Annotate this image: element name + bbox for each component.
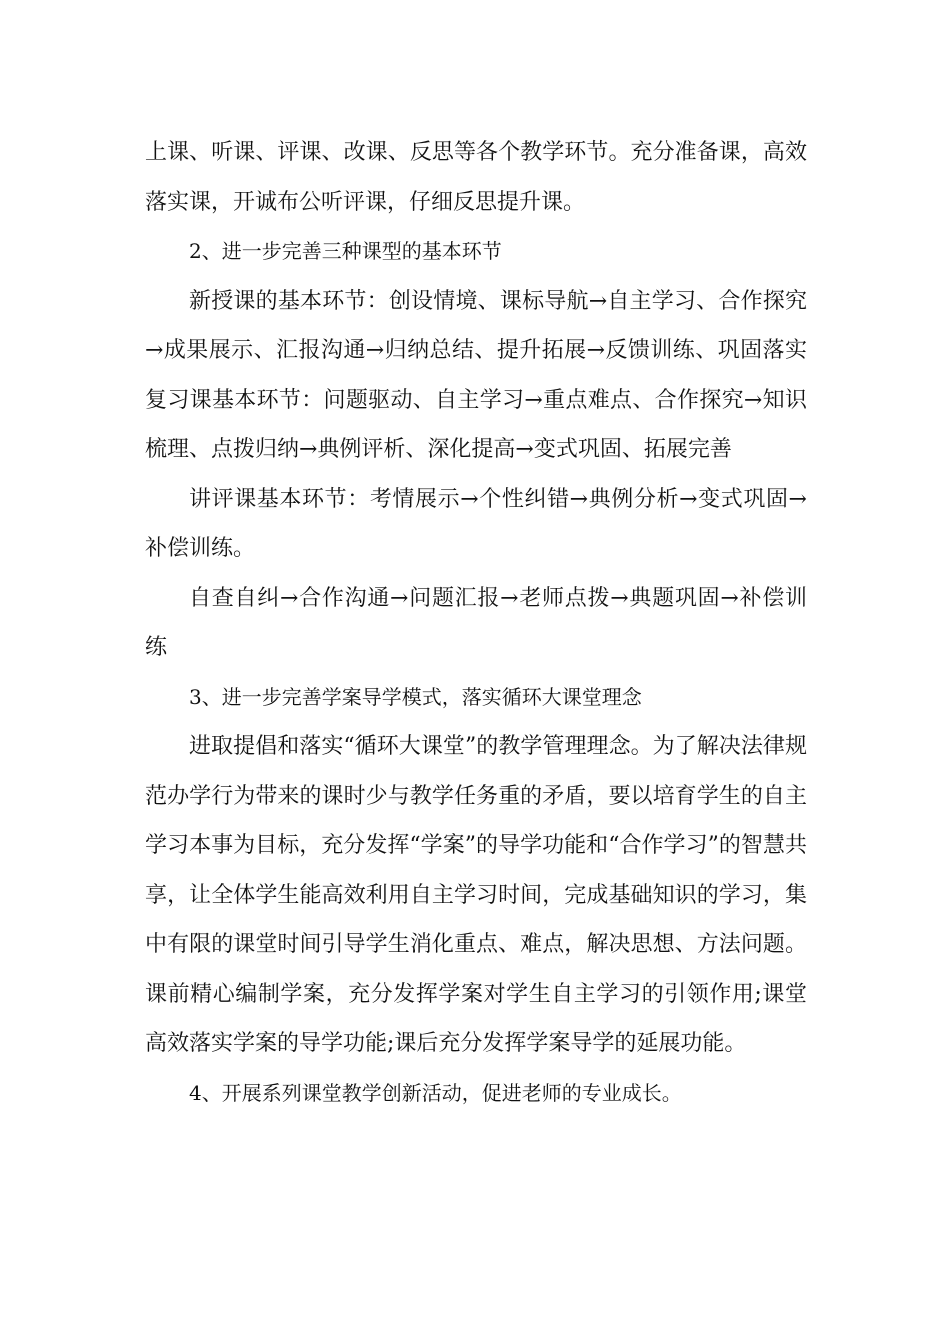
- section-heading-4: 4、开展系列课堂教学创新活动，促进老师的专业成长。: [189, 1080, 682, 1105]
- document-page: [145, 128, 807, 1118]
- paragraph-cycle-classroom: 进取提倡和落实“循环大课堂”的教学管理理念。为了解决法律规范办学行为带来的课时少与教学任务重的矛盾，要以培育学生的自主学习本事为目标，充分发挥“学案”的导学功能和“合作学习”的智慧共享，让全体学生能高效利用自主学习时间，完成基础知识的学习，集中有限的课堂时间引导学生消化重点、难点，解决思想、方法问题。课前精心编制学案，充分发挥学案对学生自主学习的引领作用;课堂高效落实学案的导学功能;课后充分发挥学案导学的延展功能。: [145, 734, 807, 1056]
- paragraph-self-check-steps: 自查自纠→合作沟通→问题汇报→老师点拨→典题巩固→补偿训练: [145, 585, 807, 660]
- paragraph-continued: 上课、听课、评课、改课、反思等各个教学环节。充分准备课，高效落实课，开诚布公听评课，仔细反思提升课。: [145, 140, 807, 215]
- section-heading-3: 3、进一步完善学案导学模式，落实循环大课堂理念: [189, 684, 642, 709]
- paragraph-new-lesson-steps: 新授课的基本环节：创设情境、课标导航→自主学习、合作探究→成果展示、汇报沟通→归纳总结、提升拓展→反馈训练、巩固落实复习课基本环节：问题驱动、自主学习→重点难点、合作探究→知识梳理、点拨归纳→典例评析、深化提高→变式巩固、拓展完善: [145, 288, 807, 462]
- section-heading-2: 2、进一步完善三种课型的基本环节: [189, 239, 502, 263]
- paragraph-review-lesson-steps: 讲评课基本环节：考情展示→个性纠错→典例分析→变式巩固→补偿训练。: [145, 486, 807, 561]
